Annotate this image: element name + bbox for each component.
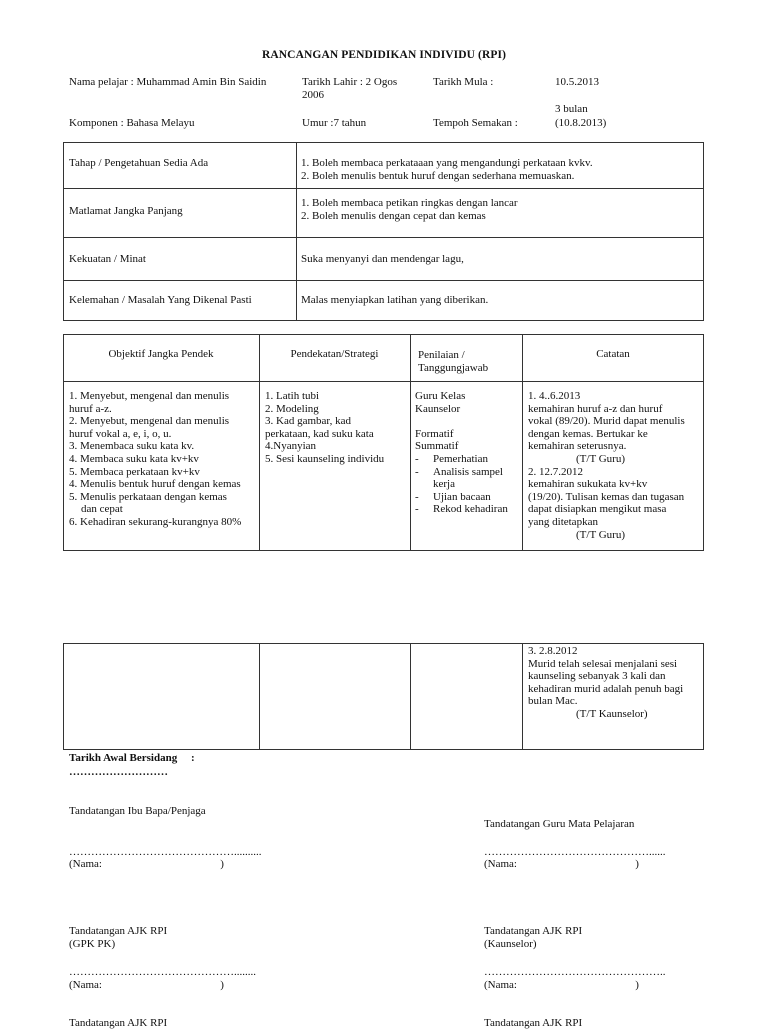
objective-line: 5. Membaca perkataan kv+kv xyxy=(69,465,200,478)
notes-line: kemahiran huruf a-z dan huruf xyxy=(528,402,663,415)
profile-row-line xyxy=(63,188,704,189)
start-date-label: Tarikh Mula : xyxy=(433,76,494,88)
col-header-strategy: Pendekatan/Strategi xyxy=(290,348,379,360)
notes-signoff: (T/T Kaunselor) xyxy=(576,707,648,720)
birth-date-year: 2006 xyxy=(302,89,324,101)
notes-line: yang ditetapkan xyxy=(528,515,598,528)
strategy-line: 2. Modeling xyxy=(265,402,319,415)
col-header-assessment: Penilaian / xyxy=(418,349,465,361)
committee-signature-label-4: Tandatangan AJK RPI xyxy=(484,1017,583,1029)
first-meeting-date-dots: ……………………… xyxy=(69,766,168,778)
objective-line: 1. Menyebut, mengenal dan menulis xyxy=(69,390,230,402)
notes-signoff: (T/T Guru) xyxy=(576,528,625,541)
col-header-notes: Catatan xyxy=(596,348,630,360)
plan-col-divider xyxy=(259,643,260,750)
profile-value-line: 1. Boleh membaca petikan ringkas dengan lancar xyxy=(301,197,518,209)
profile-row-line xyxy=(63,237,704,238)
notes-line: kemahiran seterusnya. xyxy=(528,440,627,453)
teacher-signature-label: Tandatangan Guru Mata Pelajaran xyxy=(484,818,635,830)
objective-line: 4. Menulis bentuk huruf dengan kemas xyxy=(69,478,241,491)
notes-signoff: (T/T Guru) xyxy=(576,452,625,465)
col-header-responsibility: Tanggungjawab xyxy=(418,362,489,374)
parent-signature-label: Tandatangan Ibu Bapa/Penjaga xyxy=(69,805,206,817)
plan-col-divider xyxy=(522,334,523,551)
objective-list xyxy=(69,390,241,529)
review-period-label: Tempoh Semakan : xyxy=(433,117,518,129)
committee-signature-line-2: ………………………………………….. xyxy=(484,966,666,978)
assessment-spacer xyxy=(415,415,508,428)
assessment-line: Guru Kelas xyxy=(415,390,466,402)
committee-role-2: (Kaunselor) xyxy=(484,938,537,950)
notes-line: (19/20). Tulisan kemas dan tugasan xyxy=(528,490,685,503)
age: Umur :7 tahun xyxy=(302,117,367,129)
profile-value-line: Suka menyanyi dan mendengar lagu, xyxy=(301,253,464,265)
committee-name-field-2: (Nama: ) xyxy=(484,979,639,991)
profile-value-line: Malas menyiapkan latihan yang diberikan. xyxy=(301,294,489,306)
notes-line: dapat disiapkan mengikut masa xyxy=(528,503,667,516)
notes-list-continued xyxy=(528,645,683,721)
assessment-item: - Pemerhatian xyxy=(415,452,488,465)
assessment-item: - Rekod kehadiran xyxy=(415,503,508,516)
objective-line: 6. Kehadiran sekurang-kurangnya 80% xyxy=(69,515,242,528)
strategy-line: 3. Kad gambar, kad xyxy=(265,415,352,428)
notes-line: dengan kemas. Bertukar ke xyxy=(528,427,648,440)
objective-line: huruf a-z. xyxy=(69,402,112,415)
assessment-item: - Analisis sampel xyxy=(415,465,503,478)
notes-line: bulan Mac. xyxy=(528,695,578,708)
assessment-line: Formatif xyxy=(415,427,454,440)
plan-col-divider xyxy=(410,334,411,551)
document-title: RANCANGAN PENDIDIKAN INDIVIDU (RPI) xyxy=(261,49,507,61)
plan-col-divider xyxy=(259,334,260,551)
committee-signature-label-3: Tandatangan AJK RPI xyxy=(69,1017,168,1029)
profile-label-weakness: Kelemahan / Masalah Yang Dikenal Pasti xyxy=(69,294,252,306)
profile-row-line xyxy=(63,280,704,281)
strategy-line: perkataan, kad suku kata xyxy=(265,427,374,440)
notes-line: 2. 12.7.2012 xyxy=(528,465,583,478)
review-period-date: (10.8.2013) xyxy=(555,117,607,129)
strategy-line: 1. Latih tubi xyxy=(265,390,320,402)
birth-date-label: Tarikh Lahir : 2 Ogos xyxy=(302,76,398,88)
assessment-line: Summatif xyxy=(415,440,459,453)
profile-value-line: 1. Boleh membaca perkataaan yang mengandungi perkataan kvkv. xyxy=(301,157,593,169)
objective-line: 5. Menulis perkataan dengan kemas xyxy=(69,490,227,503)
parent-name-field: (Nama: ) xyxy=(69,858,224,870)
objective-line: dan cepat xyxy=(81,503,123,516)
notes-line: kehadiran murid adalah penuh bagi xyxy=(528,682,684,695)
plan-col-divider xyxy=(410,643,411,750)
objective-line: 4. Membaca suku kata kv+kv xyxy=(69,452,199,465)
notes-line: 3. 2.8.2012 xyxy=(528,645,578,657)
col-header-objective: Objektif Jangka Pendek xyxy=(108,348,214,360)
profile-label-knowledge: Tahap / Pengetahuan Sedia Ada xyxy=(69,157,209,169)
first-meeting-date-label: Tarikh Awal Bersidang : xyxy=(69,752,195,764)
review-period-duration: 3 bulan xyxy=(555,103,588,115)
strategy-list xyxy=(265,390,384,466)
committee-role-1: (GPK PK) xyxy=(69,938,116,950)
notes-line: kaunseling sebanyak 3 kali dan xyxy=(528,670,666,683)
start-date-value: 10.5.2013 xyxy=(555,76,599,88)
notes-line: vokal (89/20). Murid dapat menulis xyxy=(528,415,685,428)
teacher-signature-line: ………………………………………...... xyxy=(484,846,666,858)
committee-name-field-1: (Nama: ) xyxy=(69,979,224,991)
assessment-list xyxy=(415,390,508,516)
committee-signature-line-1: ………………………………………........ xyxy=(69,966,256,978)
committee-signature-label-1: Tandatangan AJK RPI xyxy=(69,925,168,937)
strategy-line: 4.Nyanyian xyxy=(265,440,317,453)
component: Komponen : Bahasa Melayu xyxy=(69,117,195,129)
objective-line: 3. Menembaca suku kata kv. xyxy=(69,440,195,453)
strategy-line: 5. Sesi kaunseling individu xyxy=(265,452,385,465)
assessment-item: kerja xyxy=(433,478,455,491)
notes-line: Murid telah selesai menjalani sesi xyxy=(528,657,678,670)
profile-label-strength: Kekuatan / Minat xyxy=(69,253,146,265)
profile-value-line: 2. Boleh menulis bentuk huruf dengan sederhana memuaskan. xyxy=(301,170,575,182)
notes-line: kemahiran sukukata kv+kv xyxy=(528,478,648,491)
objective-line: 2. Menyebut, mengenal dan menulis xyxy=(69,415,230,428)
assessment-line: Kaunselor xyxy=(415,402,461,415)
profile-value-line: 2. Boleh menulis dengan cepat dan kemas xyxy=(301,210,486,222)
teacher-name-field: (Nama: ) xyxy=(484,858,639,870)
notes-line: 1. 4..6.2013 xyxy=(528,390,581,402)
parent-signature-line: ……………………………………….......... xyxy=(69,846,262,858)
plan-header-line xyxy=(63,381,704,382)
profile-label-goal: Matlamat Jangka Panjang xyxy=(69,205,183,217)
profile-divider xyxy=(296,142,297,321)
committee-signature-label-2: Tandatangan AJK RPI xyxy=(484,925,583,937)
objective-line: huruf vokal a, e, i, o, u. xyxy=(69,427,172,440)
student-name: Nama pelajar : Muhammad Amin Bin Saidin xyxy=(69,76,267,88)
assessment-item: - Ujian bacaan xyxy=(415,490,491,503)
plan-col-divider xyxy=(522,643,523,750)
notes-list xyxy=(528,390,685,541)
